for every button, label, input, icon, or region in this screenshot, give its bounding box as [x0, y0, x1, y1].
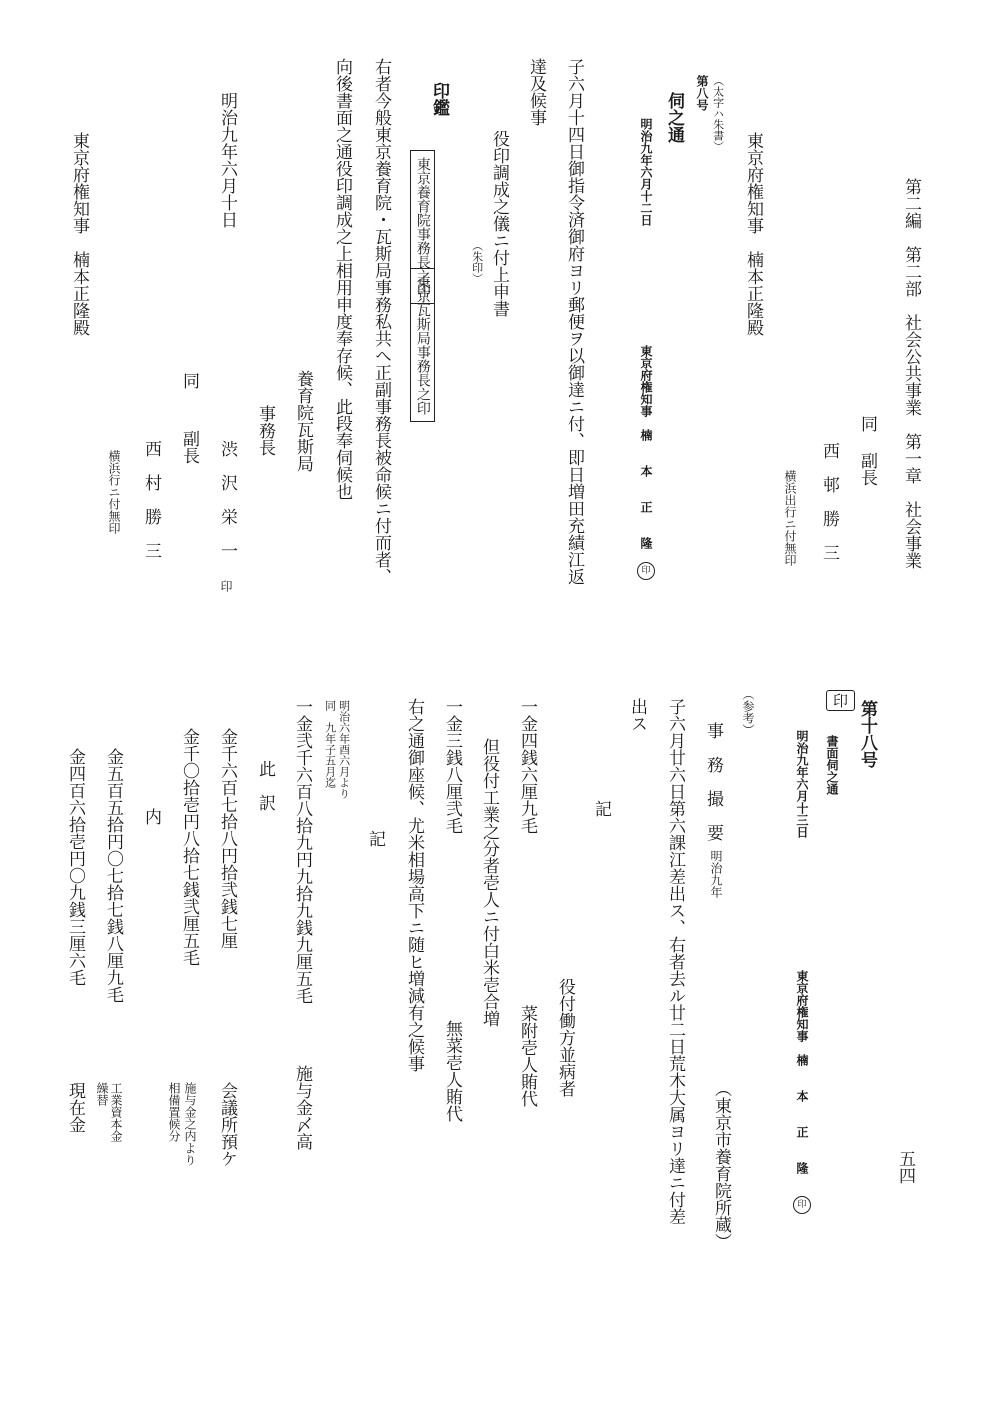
item-1: 一金四銭六厘九毛	[517, 698, 537, 834]
body-line-3: 右者今般東京養育院・瓦斯局事務私共へ正副事務長被命候ニ付而者、	[371, 58, 391, 585]
taiji-note: （太字ハ朱書）	[711, 75, 725, 152]
breakdown-2: 金千〇拾壱円八拾七銭弐厘五毛	[179, 728, 199, 966]
ukagai-note: 伺之通	[664, 92, 684, 143]
yakuin-title: 役印調成之儀ニ付上申書	[489, 130, 509, 317]
ki-1: 記	[591, 800, 611, 817]
running-title: 第二編 第二部 社会公共事業 第一章 社会事業	[901, 178, 921, 569]
source-note: （東京市養育院所蔵）	[711, 1080, 731, 1250]
item-3: 一金三銭八厘弐毛	[442, 698, 462, 834]
breakdown-1: 金千六百七拾八円拾弐銭七厘	[217, 728, 237, 949]
date-plain: 明治九年六月十日	[217, 92, 237, 228]
total-note: 施与金〆高	[292, 1065, 312, 1150]
breakdown-4-note: 現在金	[65, 1082, 85, 1133]
nishimura-2: 西 村 勝 三	[141, 440, 161, 559]
item-1-note-b: 菜附壱人賄代	[517, 1005, 537, 1107]
nishimura-line: 西 邨 勝 三	[819, 442, 839, 561]
bureau-name: 養育院瓦斯局	[293, 370, 313, 472]
item-4: 右之通御座候、尤米相場高下ニ随ヒ増減有之候事	[404, 698, 424, 1072]
ki-2: 記	[365, 830, 385, 847]
kono-wake: 此 訳	[255, 760, 275, 811]
breakdown-2-note-a: 施与金之内より	[183, 1082, 197, 1166]
sender-seal-1: 印	[637, 558, 655, 580]
same-line: 同	[857, 415, 877, 432]
sender-18-seal: 印	[793, 1192, 811, 1214]
doc-number-18: 第十八号	[857, 700, 877, 768]
item-1-note-a: 役付働方並病者	[555, 978, 575, 1097]
shibusawa-seal: 印	[219, 580, 233, 592]
sender-bold-1: 東京府権知事 楠 本 正 隆	[639, 345, 653, 549]
body-line-4: 向後書面之通役印調成之上相用申度奉存候、此段奉伺候也	[332, 58, 352, 500]
vice-2: 副長	[179, 430, 199, 464]
inkan-label: 印鑑	[429, 82, 449, 116]
date-bold-1: 明治九年六月十二日	[639, 118, 653, 226]
seal-gas: 東京瓦斯局事務長之印	[410, 268, 435, 422]
period-1: 明治六年酉六月より	[337, 700, 351, 799]
breakdown-3: 金五百五拾円〇七拾七銭八厘九毛	[103, 748, 123, 1003]
addressee-2: 東京府権知事 楠本正隆殿	[69, 132, 89, 336]
sanko-note: （参考）	[741, 688, 755, 736]
uchi-label: 内	[141, 808, 161, 825]
shuin-note: （朱印）	[470, 240, 484, 284]
lower-line-2: 出ス	[627, 698, 647, 732]
vice-line: 副長	[857, 452, 877, 486]
item-2: 但役付工業之分者壱人ニ付白米壱合増	[479, 738, 499, 1027]
body-line-1: 子六月十四日御指令済御府ヨリ郵便ヲ以御達ニ付、即日増田充績江返	[564, 58, 584, 585]
total-line: 一金弐千六百八拾九円九拾九銭九厘五毛	[292, 698, 312, 1004]
shomen-ukagai: 書面伺之通	[825, 735, 839, 795]
same-2: 同	[179, 372, 199, 389]
jimu-satsuyo: 事 務 撮 要	[703, 722, 723, 841]
date-18: 明治九年六月十三日	[795, 730, 809, 838]
in-box-stamp: 印	[826, 690, 855, 711]
addressee-1: 東京府権知事 楠本正隆殿	[743, 132, 763, 336]
breakdown-3-note-a: 工業資本金	[109, 1082, 123, 1142]
lower-line-1: 子六月廿六日第六課江差出ス、右者去ル廿二日荒木大属ヨリ達ニ付差	[665, 698, 685, 1225]
breakdown-3-note-b: 繰替	[95, 1082, 109, 1106]
doc-number-8: 第八号	[695, 75, 709, 111]
shibusawa-name: 渋 沢 栄 一	[217, 440, 237, 559]
breakdown-4: 金四百六拾壱円〇九銭三厘六毛	[65, 748, 85, 986]
item-3-note: 無菜壱人賄代	[442, 1020, 462, 1122]
period-2: 同 九年子五月迄	[323, 700, 337, 788]
body-line-2: 達及候事	[526, 58, 546, 126]
breakdown-2-note-b: 相備置候分	[167, 1082, 181, 1142]
yokohama-note: 横浜出行ニ付無印	[783, 470, 797, 566]
seal-ikueiin: 東京養育院事務長之印	[410, 150, 435, 304]
jimucho-label: 事務長	[255, 405, 275, 456]
page-number: 五四	[895, 1150, 915, 1184]
breakdown-1-note: 会議所預ケ	[217, 1082, 237, 1167]
meiji-9-note: 明治九年	[709, 850, 723, 898]
yokohama-2: 横浜行ニ付無印	[107, 450, 121, 534]
sender-18: 東京府権知事 楠 本 正 隆	[795, 970, 809, 1174]
